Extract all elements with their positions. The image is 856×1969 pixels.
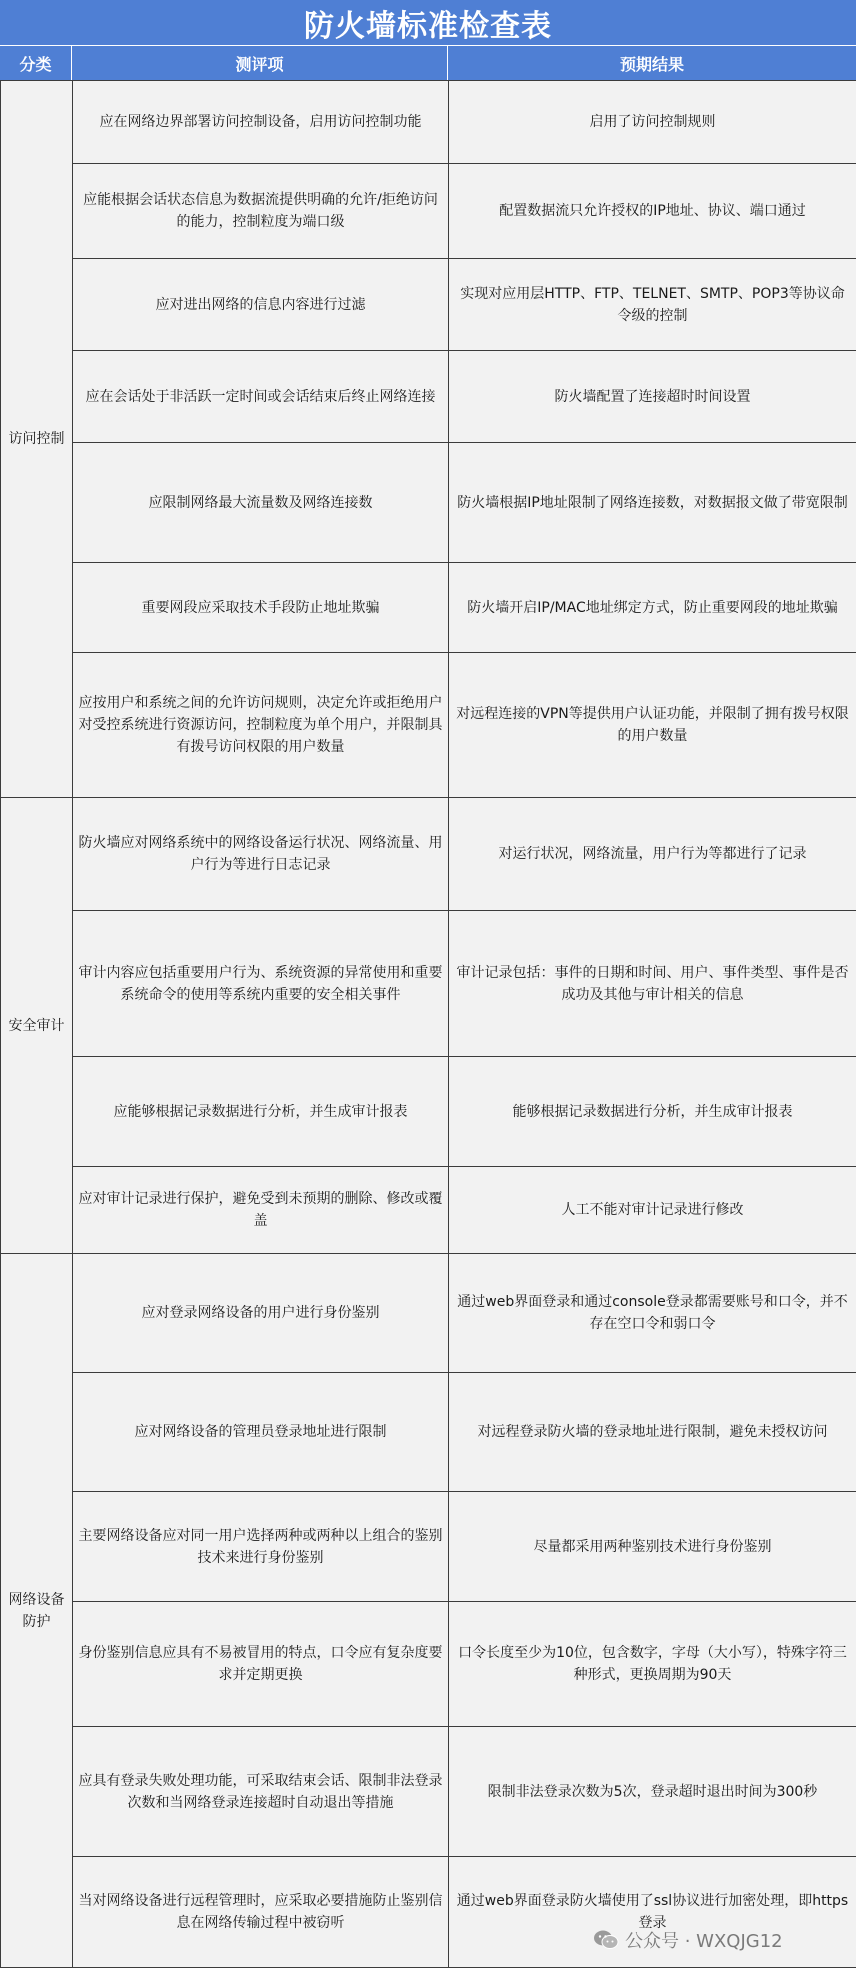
expected-cell: 配置数据流只允许授权的IP地址、协议、端口通过 xyxy=(449,164,856,259)
expected-cell: 实现对应用层HTTP、FTP、TELNET、SMTP、POP3等协议命令级的控制 xyxy=(449,259,856,351)
table-row xyxy=(1,798,856,911)
expected-cell: 防火墙开启IP/MAC地址绑定方式，防止重要网段的地址欺骗 xyxy=(449,563,856,653)
expected-cell: 通过web界面登录和通过console登录都需要账号和口令，并不存在空口令和弱口令 xyxy=(449,1254,856,1373)
item-cell: 应能够根据记录数据进行分析，并生成审计报表 xyxy=(73,1057,449,1167)
table-row xyxy=(1,1602,856,1727)
expected-cell: 限制非法登录次数为5次，登录超时退出时间为300秒 xyxy=(449,1727,856,1857)
table-row xyxy=(1,351,856,443)
table-row xyxy=(1,1492,856,1602)
item-cell: 应在会话处于非活跃一定时间或会话结束后终止网络连接 xyxy=(73,351,449,443)
table-row xyxy=(1,81,856,164)
item-cell: 应对审计记录进行保护，避免受到未预期的删除、修改或覆盖 xyxy=(73,1167,449,1254)
item-cell: 身份鉴别信息应具有不易被冒用的特点，口令应有复杂度要求并定期更换 xyxy=(73,1602,449,1727)
watermark xyxy=(593,1926,783,1954)
expected-cell: 对运行状况，网络流量，用户行为等都进行了记录 xyxy=(449,798,856,911)
item-cell: 应在网络边界部署访问控制设备，启用访问控制功能 xyxy=(73,81,449,164)
expected-cell: 对远程连接的VPN等提供用户认证功能，并限制了拥有拨号权限的用户数量 xyxy=(449,653,856,798)
item-cell: 应对登录网络设备的用户进行身份鉴别 xyxy=(73,1254,449,1373)
item-cell: 应对进出网络的信息内容进行过滤 xyxy=(73,259,449,351)
header-category: 分类 xyxy=(0,46,72,80)
category-cell: 安全审计 xyxy=(1,798,73,1254)
item-cell: 审计内容应包括重要用户行为、系统资源的异常使用和重要系统命令的使用等系统内重要的安全相关事件 xyxy=(73,911,449,1057)
wechat-icon xyxy=(593,1929,619,1951)
expected-cell: 通过web界面登录防火墙使用了ssl协议进行加密处理，即https登录 xyxy=(449,1857,856,1968)
watermark-text: 公众号 · WXQJG12 xyxy=(625,1931,783,1952)
table-row xyxy=(1,653,856,798)
header-expected: 预期结果 xyxy=(619,54,684,74)
table-row xyxy=(1,1167,856,1254)
item-cell: 应具有登录失败处理功能，可采取结束会话、限制非法登录次数和当网络登录连接超时自动退出等措施 xyxy=(73,1727,449,1857)
expected-cell: 对远程登录防火墙的登录地址进行限制，避免未授权访问 xyxy=(449,1373,856,1492)
checklist-table xyxy=(0,80,856,1968)
table-header xyxy=(0,45,856,80)
table-row xyxy=(1,1373,856,1492)
table-row xyxy=(1,164,856,259)
expected-cell: 审计记录包括：事件的日期和时间、用户、事件类型、事件是否成功及其他与审计相关的信息 xyxy=(449,911,856,1057)
item-cell: 重要网段应采取技术手段防止地址欺骗 xyxy=(73,563,449,653)
item-cell: 应按用户和系统之间的允许访问规则，决定允许或拒绝用户对受控系统进行资源访问，控制粒度为单个用户，并限制具有拨号访问权限的用户数量 xyxy=(73,653,449,798)
table-row xyxy=(1,1057,856,1167)
expected-cell: 能够根据记录数据进行分析，并生成审计报表 xyxy=(449,1057,856,1167)
table-row xyxy=(1,443,856,563)
item-cell: 主要网络设备应对同一用户选择两种或两种以上组合的鉴别技术来进行身份鉴别 xyxy=(73,1492,449,1602)
expected-cell: 人工不能对审计记录进行修改 xyxy=(449,1167,856,1254)
table-row xyxy=(1,1727,856,1857)
expected-cell: 启用了访问控制规则 xyxy=(449,81,856,164)
table-row xyxy=(1,563,856,653)
expected-cell: 防火墙根据IP地址限制了网络连接数，对数据报文做了带宽限制 xyxy=(449,443,856,563)
table-row xyxy=(1,1254,856,1373)
table-row xyxy=(1,911,856,1057)
page-title: 防火墙标准检查表 xyxy=(0,0,856,45)
expected-cell: 口令长度至少为10位，包含数字，字母（大小写），特殊字符三种形式，更换周期为90天 xyxy=(449,1602,856,1727)
expected-cell: 尽量都采用两种鉴别技术进行身份鉴别 xyxy=(449,1492,856,1602)
expected-cell: 防火墙配置了连接超时时间设置 xyxy=(449,351,856,443)
header-item: 测评项 xyxy=(72,46,448,80)
table-row xyxy=(1,259,856,351)
item-cell: 当对网络设备进行远程管理时，应采取必要措施防止鉴别信息在网络传输过程中被窃听 xyxy=(73,1857,449,1968)
item-cell: 应能根据会话状态信息为数据流提供明确的允许/拒绝访问的能力，控制粒度为端口级 xyxy=(73,164,449,259)
item-cell: 应对网络设备的管理员登录地址进行限制 xyxy=(73,1373,449,1492)
item-cell: 防火墙应对网络系统中的网络设备运行状况、网络流量、用户行为等进行日志记录 xyxy=(73,798,449,911)
category-cell: 网络设备防护 xyxy=(1,1254,73,1968)
item-cell: 应限制网络最大流量数及网络连接数 xyxy=(73,443,449,563)
category-cell: 访问控制 xyxy=(1,81,73,798)
